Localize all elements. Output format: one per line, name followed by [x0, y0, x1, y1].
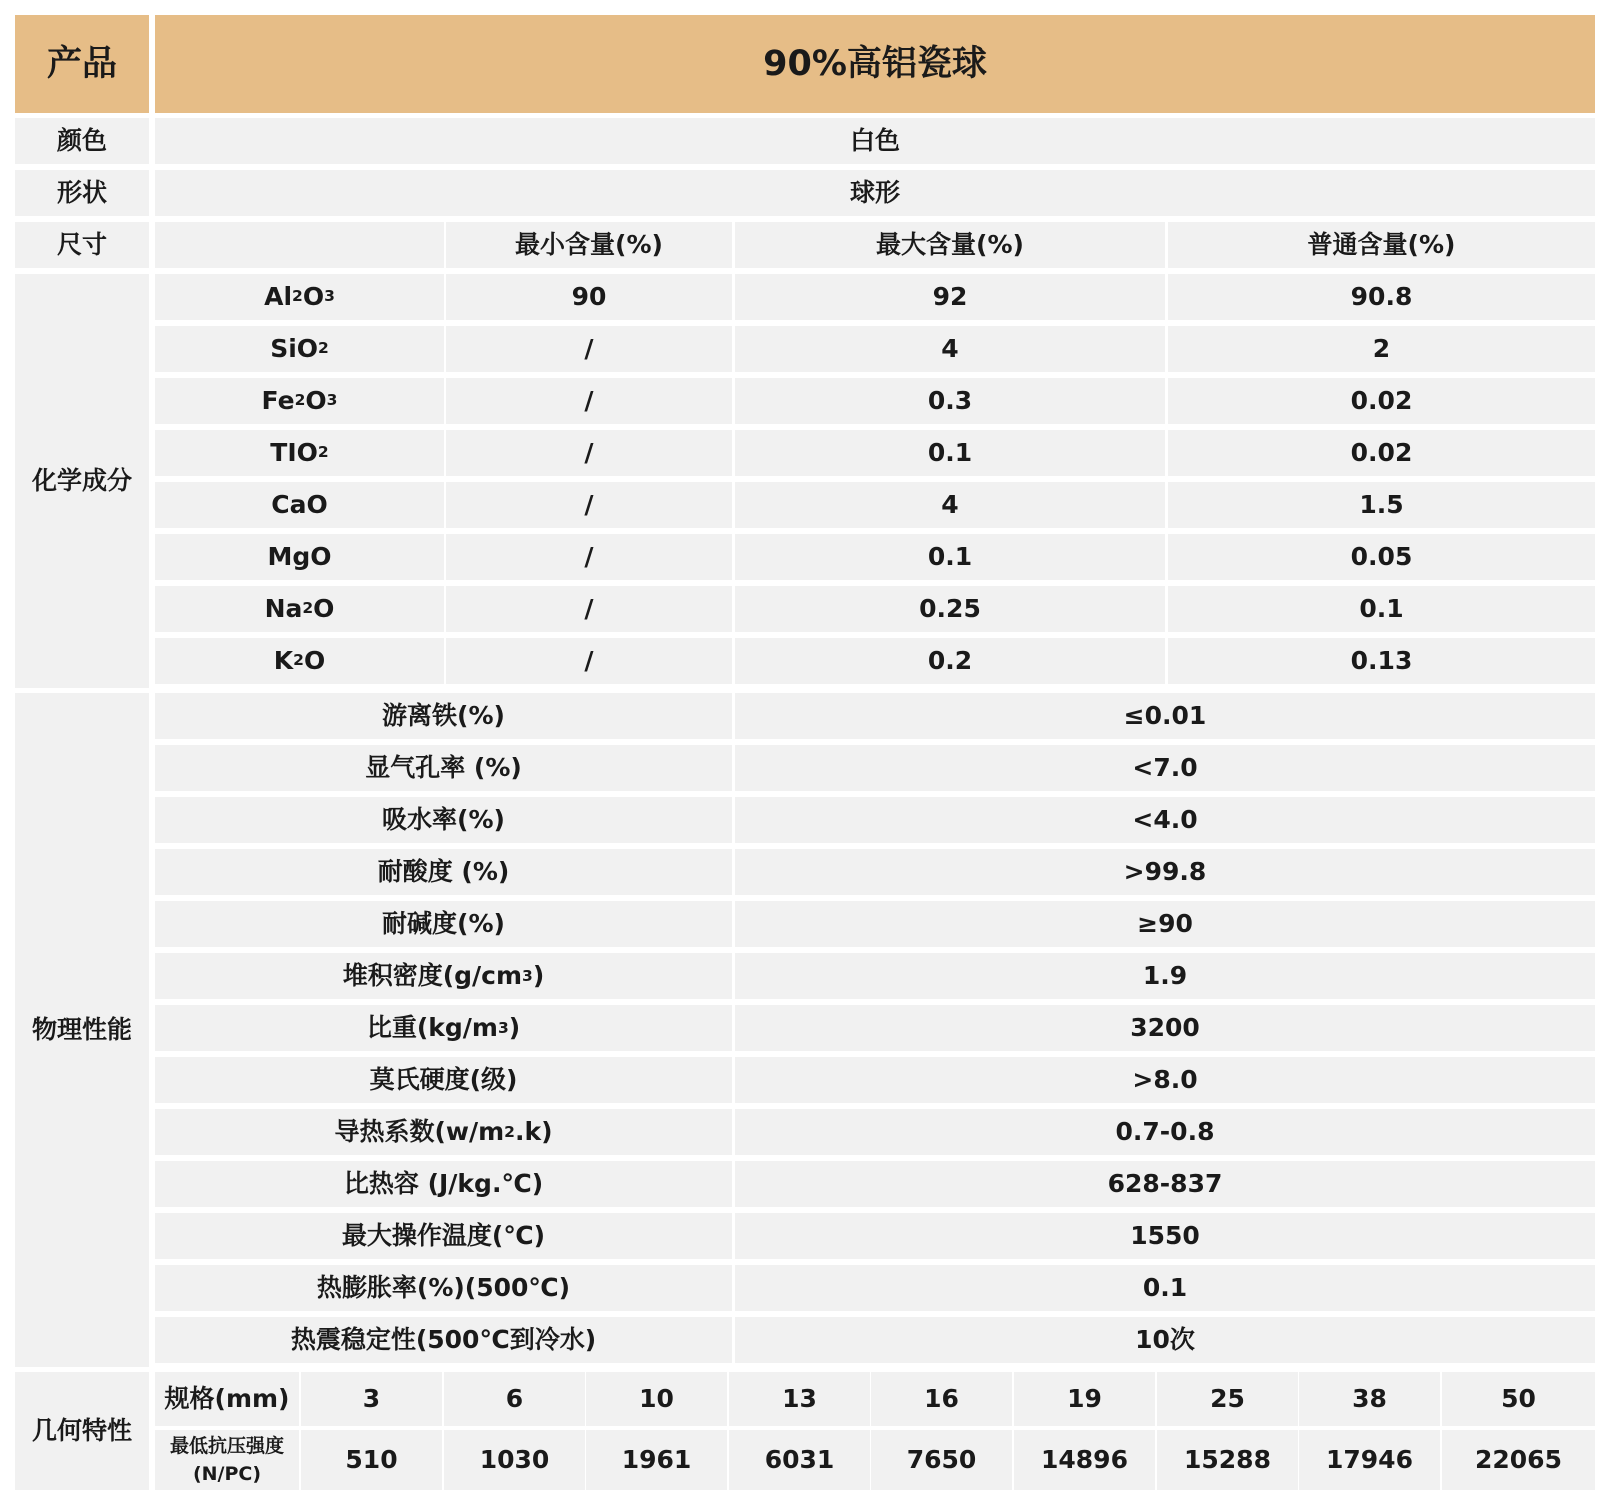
phys-row-name: [155, 1161, 732, 1207]
property-value: ≥90: [1137, 908, 1193, 938]
formula-subscript: 2: [293, 651, 304, 670]
phys-row-name: [155, 1317, 732, 1363]
typical-value: 2: [1372, 333, 1391, 363]
chem-row-name: [155, 638, 444, 684]
property-value: 628-837: [1107, 1168, 1223, 1198]
formula-part: SiO: [270, 333, 319, 363]
typical-value: 0.13: [1350, 645, 1413, 675]
property-name-tail: ): [532, 960, 545, 990]
property-value: 1.9: [1142, 960, 1188, 990]
chem-row-typical: [1168, 586, 1595, 632]
formula-subscript: 2: [294, 391, 306, 410]
size-cell: [301, 1372, 442, 1426]
phys-row-value: [735, 1057, 1595, 1103]
phys-row-value: [735, 745, 1595, 791]
chem-row-typical: [1168, 326, 1595, 372]
strength-cell: [444, 1430, 585, 1490]
phys-row-name: [155, 849, 732, 895]
typical-value: 1.5: [1359, 489, 1404, 519]
size-cell: [729, 1372, 870, 1426]
phys-row-value: [735, 797, 1595, 843]
min-value: /: [584, 541, 594, 571]
strength-label-line-2: (N/PC): [192, 1463, 262, 1485]
phys-row-name: [155, 745, 732, 791]
property-name: 导热系数(w/m: [334, 1116, 505, 1146]
formula-part: O: [302, 281, 325, 311]
formula-subscript: 2: [318, 339, 329, 358]
property-value: 1550: [1130, 1220, 1200, 1250]
min-value: /: [584, 333, 594, 363]
size-cell: [871, 1372, 1012, 1426]
chem-row-name: [155, 430, 444, 476]
geometry-label: 几何特性: [15, 1372, 149, 1490]
strength-cell: [1299, 1430, 1440, 1490]
chem-row-max: [735, 274, 1165, 320]
property-name: 比热容 (J/kg.℃): [343, 1168, 544, 1198]
phys-row-value: [735, 901, 1595, 947]
formula-part: CaO: [271, 489, 328, 519]
min-value: /: [584, 385, 594, 415]
phys-row-value: [735, 849, 1595, 895]
color-value: 白色: [155, 118, 1595, 164]
phys-row-value: [735, 1005, 1595, 1051]
size-value: 16: [924, 1383, 959, 1413]
property-name-tail: .k): [514, 1116, 553, 1146]
strength-value: 22065: [1475, 1444, 1562, 1474]
property-name: 比重(kg/m: [366, 1012, 498, 1042]
strength-value: 510: [345, 1444, 398, 1474]
property-name: 耐碱度(%): [382, 908, 505, 938]
chem-row-name: [155, 586, 444, 632]
phys-row-name: [155, 1213, 732, 1259]
min-value: /: [584, 593, 594, 623]
property-value: <7.0: [1132, 752, 1198, 782]
strength-value: 17946: [1326, 1444, 1413, 1474]
chem-row-max: [735, 326, 1165, 372]
property-value: 0.7-0.8: [1115, 1116, 1215, 1146]
chem-row-typical: [1168, 534, 1595, 580]
chem-row-name: [155, 482, 444, 528]
size-value: 50: [1501, 1383, 1536, 1413]
property-value: 3200: [1130, 1012, 1200, 1042]
product-title: 90%高铝瓷球: [155, 15, 1595, 113]
chem-row-typical: [1168, 274, 1595, 320]
strength-cell: [301, 1430, 442, 1490]
chem-row-name: [155, 534, 444, 580]
phys-row-name: [155, 1057, 732, 1103]
phys-row-name: [155, 797, 732, 843]
phys-row-name: 比重(kg/m 3 ): [155, 1005, 732, 1051]
shape-value: 球形: [155, 170, 1595, 216]
typical-value: 0.02: [1350, 437, 1413, 467]
formula-part: MgO: [267, 541, 332, 571]
phys-row-name: [155, 901, 732, 947]
chem-row-max: [735, 534, 1165, 580]
size-cell: [1014, 1372, 1155, 1426]
chem-row-min: [446, 638, 732, 684]
chem-row-typical: [1168, 482, 1595, 528]
phys-row-name: 堆积密度(g/cm 3 ): [155, 953, 732, 999]
col-min-header: 最小含量(%): [446, 222, 732, 268]
property-name: 显气孔率 (%): [365, 752, 522, 782]
min-value: /: [584, 489, 594, 519]
property-value: >8.0: [1132, 1064, 1198, 1094]
typical-value: 90.8: [1350, 281, 1413, 311]
formula-subscript: 2: [292, 287, 303, 306]
typical-value: 0.05: [1350, 541, 1413, 571]
strength-label-line-1: 最低抗压强度: [169, 1434, 284, 1457]
typical-value: 0.1: [1359, 593, 1404, 623]
formula-part: Al: [264, 281, 293, 311]
property-value: 10次: [1135, 1324, 1195, 1354]
chem-row-name: [155, 274, 444, 320]
min-value: 90: [571, 281, 607, 311]
formula-part: Na: [264, 593, 303, 623]
strength-cell: [1157, 1430, 1298, 1490]
property-value: 0.1: [1142, 1272, 1188, 1302]
strength-value: 6031: [764, 1444, 835, 1474]
formula-part: K: [273, 645, 294, 675]
property-name: 最大操作温度(℃): [341, 1220, 546, 1250]
strength-value: 1030: [479, 1444, 550, 1474]
strength-value: 7650: [906, 1444, 977, 1474]
chem-row-max: [735, 482, 1165, 528]
max-value: 0.2: [927, 645, 973, 675]
size-value: 13: [782, 1383, 817, 1413]
shape-label: 形状: [15, 170, 149, 216]
strength-value: 1961: [621, 1444, 692, 1474]
chem-row-name: [155, 378, 444, 424]
header-label: 产品: [15, 15, 149, 113]
size-cell: [444, 1372, 585, 1426]
max-value: 92: [932, 281, 968, 311]
strength-cell: [729, 1430, 870, 1490]
chem-row-typical: [1168, 430, 1595, 476]
chem-row-min: [446, 482, 732, 528]
chem-row-min: [446, 534, 732, 580]
size-cell: [1157, 1372, 1298, 1426]
size-value: 3: [362, 1383, 381, 1413]
max-value: 0.1: [927, 541, 973, 571]
formula-subscript: 2: [302, 599, 314, 618]
chem-row-typical: [1168, 378, 1595, 424]
spec-label: 规格(mm): [155, 1372, 299, 1426]
property-value: ≤0.01: [1123, 700, 1207, 730]
property-name: 热膨胀率(%)(500℃): [316, 1272, 571, 1302]
property-name: 耐酸度 (%): [377, 856, 510, 886]
min-value: /: [584, 437, 594, 467]
max-value: 0.3: [927, 385, 973, 415]
phys-row-value: [735, 953, 1595, 999]
phys-row-name: 导热系数(w/m 2 .k): [155, 1109, 732, 1155]
phys-row-value: [735, 1317, 1595, 1363]
strength-cell: [871, 1430, 1012, 1490]
formula-part: TIO: [270, 437, 318, 467]
strength-cell: [1014, 1430, 1155, 1490]
chem-row-min: [446, 326, 732, 372]
size-value: 10: [639, 1383, 674, 1413]
phys-row-value: [735, 1265, 1595, 1311]
strength-value: 14896: [1041, 1444, 1128, 1474]
formula-part: O: [303, 645, 326, 675]
size-cell: [586, 1372, 727, 1426]
size-cell: [1442, 1372, 1595, 1426]
chem-row-max: [735, 378, 1165, 424]
property-name: 游离铁(%): [382, 700, 505, 730]
phys-row-value: [735, 1109, 1595, 1155]
strength-value: 15288: [1184, 1444, 1271, 1474]
size-value: 38: [1352, 1383, 1387, 1413]
chem-row-max: [735, 586, 1165, 632]
max-value: 4: [941, 489, 959, 519]
strength-cell: [586, 1430, 727, 1490]
typical-value: 0.02: [1350, 385, 1413, 415]
size-label: 尺寸: [15, 222, 149, 268]
property-name-tail: ): [508, 1012, 521, 1042]
size-value: 19: [1067, 1383, 1102, 1413]
phys-row-name: [155, 693, 732, 739]
min-value: /: [584, 645, 594, 675]
property-name: 吸水率(%): [382, 804, 505, 834]
property-value: >99.8: [1123, 856, 1207, 886]
strength-label: [155, 1430, 299, 1490]
formula-subscript: 2: [317, 443, 329, 462]
formula-subscript: 3: [324, 287, 335, 306]
chem-row-min: [446, 274, 732, 320]
size-value: 25: [1210, 1383, 1245, 1413]
chem-row-max: [735, 430, 1165, 476]
phys-row-value: [735, 1161, 1595, 1207]
max-value: 0.1: [927, 437, 973, 467]
chem-row-max: [735, 638, 1165, 684]
physical-label: 物理性能: [15, 693, 149, 1367]
formula-part: Fe: [261, 385, 295, 415]
phys-row-value: [735, 1213, 1595, 1259]
size-cell: [1299, 1372, 1440, 1426]
formula-subscript: 3: [326, 391, 338, 410]
property-value: <4.0: [1132, 804, 1198, 834]
col-max-header: 最大含量(%): [735, 222, 1165, 268]
size-blank-cell: [155, 222, 444, 268]
strength-cell: [1442, 1430, 1595, 1490]
formula-part: O: [313, 593, 335, 623]
color-label: 颜色: [15, 118, 149, 164]
chem-row-min: [446, 378, 732, 424]
chem-row-min: [446, 430, 732, 476]
formula-part: O: [305, 385, 327, 415]
chemical-label: 化学成分: [15, 274, 149, 688]
property-name: 热震稳定性(500℃到冷水): [290, 1324, 597, 1354]
chem-row-name: [155, 326, 444, 372]
property-name: 莫氏硬度(级): [369, 1064, 518, 1094]
max-value: 0.25: [919, 593, 981, 623]
phys-row-value: [735, 693, 1595, 739]
phys-row-name: [155, 1265, 732, 1311]
property-name: 堆积密度(g/cm: [342, 960, 523, 990]
max-value: 4: [941, 333, 959, 363]
chem-row-typical: [1168, 638, 1595, 684]
col-typical-header: 普通含量(%): [1168, 222, 1595, 268]
size-value: 6: [505, 1383, 524, 1413]
chem-row-min: [446, 586, 732, 632]
